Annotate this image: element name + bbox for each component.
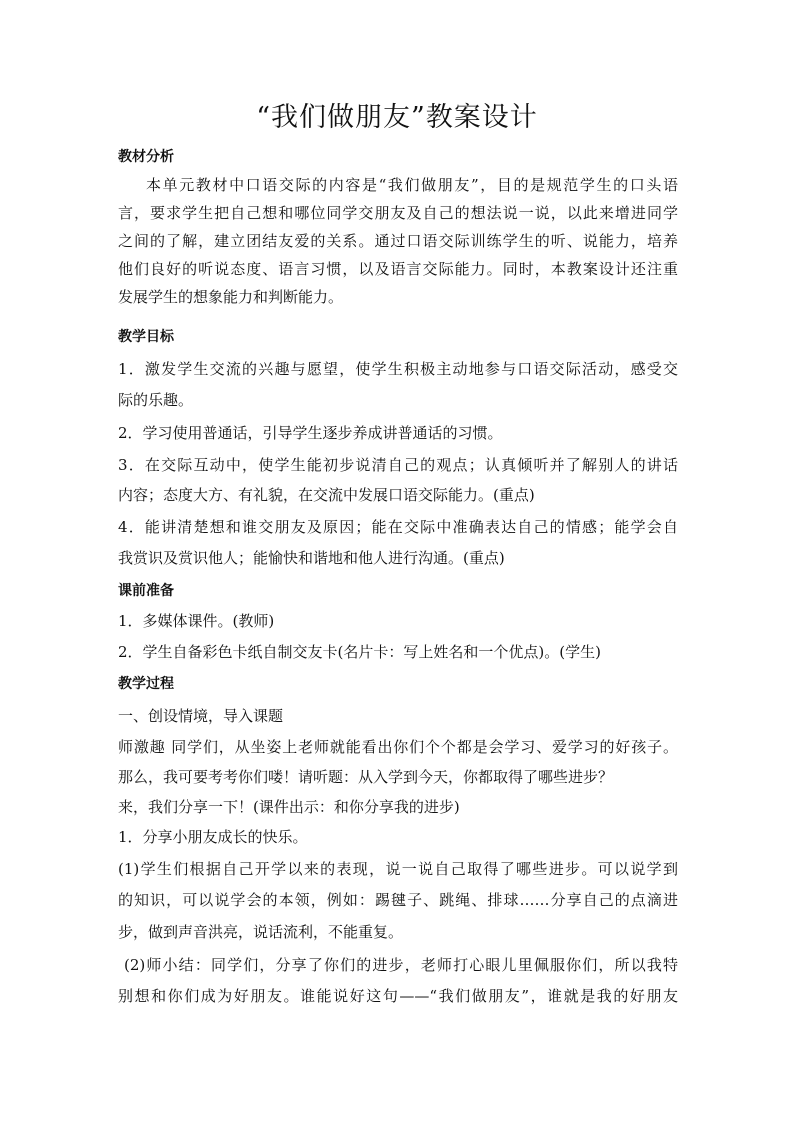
goal-line: 1．激发学生交流的兴趣与愿望，使学生积极主动地参与口语交际活动，感受交 (118, 360, 678, 378)
preparation-line: 1．多媒体课件。(教师) (118, 612, 275, 630)
goal-line: 2．学习使用普通话，引导学生逐步养成讲普通话的习惯。 (118, 424, 503, 442)
preparation-line: 2．学生自备彩色卡纸自制交友卡(名片卡：写上姓名和一个优点)。(学生) (118, 643, 601, 661)
process-line: (2)师小结：同学们，分享了你们的进步，老师打心眼儿里佩服你们，所以我特 (124, 956, 678, 974)
section-heading-process: 教学过程 (118, 676, 174, 692)
process-line: 那么，我可要考考你们喽！请听题：从入学到今天，你都取得了哪些进步？ (118, 768, 614, 786)
section-heading-preparation: 课前准备 (118, 583, 174, 599)
section-heading-goals: 教学目标 (118, 329, 174, 345)
section-heading-analysis: 教材分析 (118, 149, 174, 165)
goal-line: 3．在交际互动中，使学生能初步说清自己的观点；认真倾听并了解别人的讲话 (118, 456, 678, 474)
goal-line: 际的乐趣。 (118, 391, 194, 409)
process-line: 1．分享小朋友成长的快乐。 (118, 828, 308, 846)
paragraph-line: 发展学生的想象能力和判断能力。 (118, 288, 344, 306)
process-line: 别想和你们成为好朋友。谁能说好这句——“我们做朋友”，谁就是我的好朋友 (118, 987, 678, 1005)
process-line: 一、创设情境，导入课题 (118, 707, 284, 725)
goal-line: 4．能讲清楚想和谁交朋友及原因；能在交际中准确表达自己的情感；能学会自 (118, 518, 678, 536)
process-line: 的知识，可以说学会的本领，例如：踢毽子、跳绳、排球……分享自己的点滴进 (118, 891, 678, 909)
paragraph-line: 言，要求学生把自己想和哪位同学交朋友及自己的想法说一说，以此来增进同学 (118, 204, 678, 222)
goal-line: 内容；态度大方、有礼貌，在交流中发展口语交际能力。(重点) (118, 486, 535, 504)
process-line: 来，我们分享一下！(课件出示：和你分享我的进步) (118, 798, 460, 816)
goal-line: 我赏识及赏识他人；能愉快和谐地和他人进行沟通。(重点) (118, 549, 505, 567)
document-title: “我们做朋友”教案设计 (256, 102, 538, 133)
process-line: 步，做到声音洪亮，说话流利，不能重复。 (118, 923, 404, 941)
paragraph-line: 之间的了解，建立团结友爱的关系。通过口语交际训练学生的听、说能力，培养 (118, 232, 678, 250)
process-line: 师激趣 同学们，从坐姿上老师就能看出你们个个都是会学习、爱学习的好孩子。 (118, 738, 678, 756)
paragraph-line: 本单元教材中口语交际的内容是“我们做朋友”，目的是规范学生的口头语 (146, 176, 678, 194)
paragraph-line: 他们良好的听说态度、语言习惯，以及语言交际能力。同时，本教案设计还注重 (118, 260, 678, 278)
process-line: (1)学生们根据自己开学以来的表现，说一说自己取得了哪些进步。可以说学到 (118, 860, 678, 878)
